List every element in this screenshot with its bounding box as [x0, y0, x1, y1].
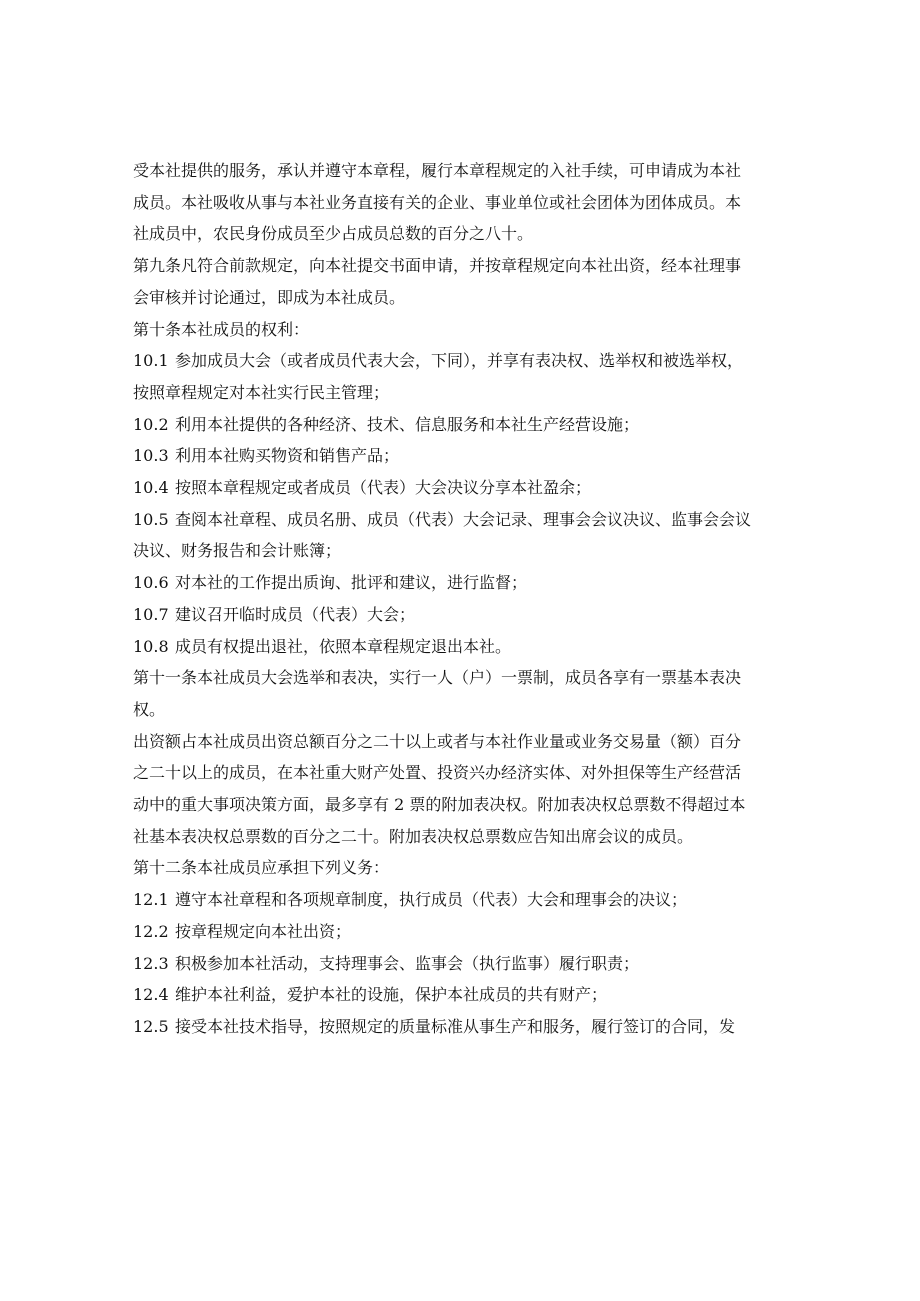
text-line: 社成员中，农民身份成员至少占成员总数的百分之八十。: [133, 224, 534, 244]
text-line: [133, 1011, 795, 1043]
item-text: 建议召开临时成员（代表）大会；: [175, 604, 416, 624]
item-number: 10.6: [133, 573, 169, 593]
text-line: 出资额占本社成员出资总额百分之二十以上或者与本社作业量或业务交易量（额）百分: [133, 731, 742, 751]
intro-paragraph: [133, 155, 795, 250]
list-item: [133, 599, 795, 631]
article-12-heading: [133, 852, 795, 884]
list-item: [133, 345, 795, 408]
text-line: 会审核并讨论通过，即成为本社成员。: [133, 287, 406, 307]
list-item: [133, 979, 795, 1011]
item-text: 按章程规定向本社出资；: [175, 921, 352, 941]
item-number: 10.5: [133, 509, 169, 529]
text-line: 社基本表决权总票数的百分之二十。附加表决权总票数应告知出席会议的成员。: [133, 826, 694, 846]
item-number: 12.4: [133, 985, 169, 1005]
list-item: [133, 884, 795, 916]
list-item: [133, 631, 795, 663]
item-number: 10.2: [133, 414, 169, 434]
item-text: 利用本社提供的各种经济、技术、信息服务和本社生产经营设施；: [175, 414, 640, 434]
article-11-extra-paragraph: [133, 726, 795, 853]
text-line: 按照章程规定对本社实行民主管理；: [133, 382, 390, 402]
list-item: [133, 504, 795, 567]
list-item: [133, 916, 795, 948]
item-number: 10.1: [133, 351, 169, 371]
item-text: 遵守本社章程和各项规章制度，执行成员（代表）大会和理事会的决议；: [175, 890, 688, 910]
text-line: [133, 631, 795, 663]
item-text: 利用本社购买物资和销售产品；: [175, 446, 400, 466]
text-line: 第十二条本社成员应承担下列义务：: [133, 858, 390, 878]
text-line: [133, 948, 795, 980]
text-line: 受本社提供的服务，承认并遵守本章程，履行本章程规定的入社手续，可申请成为本社: [133, 161, 742, 180]
text-line: 第九条凡符合前款规定，向本社提交书面申请，并按章程规定向本社出资，经本社理事: [133, 256, 742, 276]
item-number: 10.4: [133, 478, 169, 498]
item-number: 12.2: [133, 921, 169, 941]
item-text: 查阅本社章程、成员名册、成员（代表）大会记录、理事会会议决议、监事会会议: [175, 509, 752, 529]
text-line: [133, 979, 795, 1011]
text-line: [133, 409, 795, 441]
article-10-heading: [133, 314, 795, 346]
text-line: [133, 472, 795, 504]
item-text: 积极参加本社活动，支持理事会、监事会（执行监事）履行职责；: [175, 953, 640, 973]
article-11-paragraph: [133, 662, 795, 725]
text-line: [133, 567, 795, 599]
text-line: [133, 345, 795, 377]
item-number: 12.1: [133, 890, 169, 910]
list-item: [133, 472, 795, 504]
list-item: [133, 440, 795, 472]
item-text: 按照本章程规定或者成员（代表）大会决议分享本社盈余；: [175, 478, 592, 498]
text-line: 成员。本社吸收从事与本社业务直接有关的企业、事业单位或社会团体为团体成员。本: [133, 192, 742, 212]
list-item: [133, 409, 795, 441]
list-item: [133, 948, 795, 980]
text-line: [133, 504, 795, 536]
text-line: [133, 916, 795, 948]
list-item: [133, 567, 795, 599]
item-text: 成员有权提出退社，依照本章程规定退出本社。: [175, 636, 512, 656]
item-number: 12.5: [133, 1016, 169, 1036]
text-line: [133, 884, 795, 916]
item-number: 10.3: [133, 446, 169, 466]
text-line: 之二十以上的成员，在本社重大财产处置、投资兴办经济实体、对外担保等生产经营活: [133, 763, 742, 783]
text-line: 第十条本社成员的权利：: [133, 319, 310, 339]
text-line: 决议、财务报告和会计账簿；: [133, 541, 342, 561]
text-line: 动中的重大事项决策方面，最多享有 2 票的附加表决权。附加表决权总票数不得超过本: [133, 795, 746, 815]
item-number: 10.8: [133, 636, 169, 656]
text-line: [133, 599, 795, 631]
list-item: [133, 1011, 795, 1043]
item-text: 接受本社技术指导，按照规定的质量标准从事生产和服务，履行签订的合同，发: [175, 1016, 736, 1036]
text-line: 第十一条本社成员大会选举和表决，实行一人（户）一票制，成员各享有一票基本表决: [133, 668, 742, 688]
item-number: 12.3: [133, 953, 169, 973]
item-text: 参加成员大会（或者成员代表大会，下同），并享有表决权、选举权和被选举权，: [175, 351, 744, 371]
text-line: [133, 440, 795, 472]
item-text: 维护本社利益，爱护本社的设施，保护本社成员的共有财产；: [175, 985, 608, 1005]
document-page: [133, 155, 795, 1043]
article-9-paragraph: [133, 250, 795, 313]
text-line: 权。: [133, 699, 166, 719]
item-number: 10.7: [133, 604, 169, 624]
item-text: 对本社的工作提出质询、批评和建议，进行监督；: [175, 573, 528, 593]
